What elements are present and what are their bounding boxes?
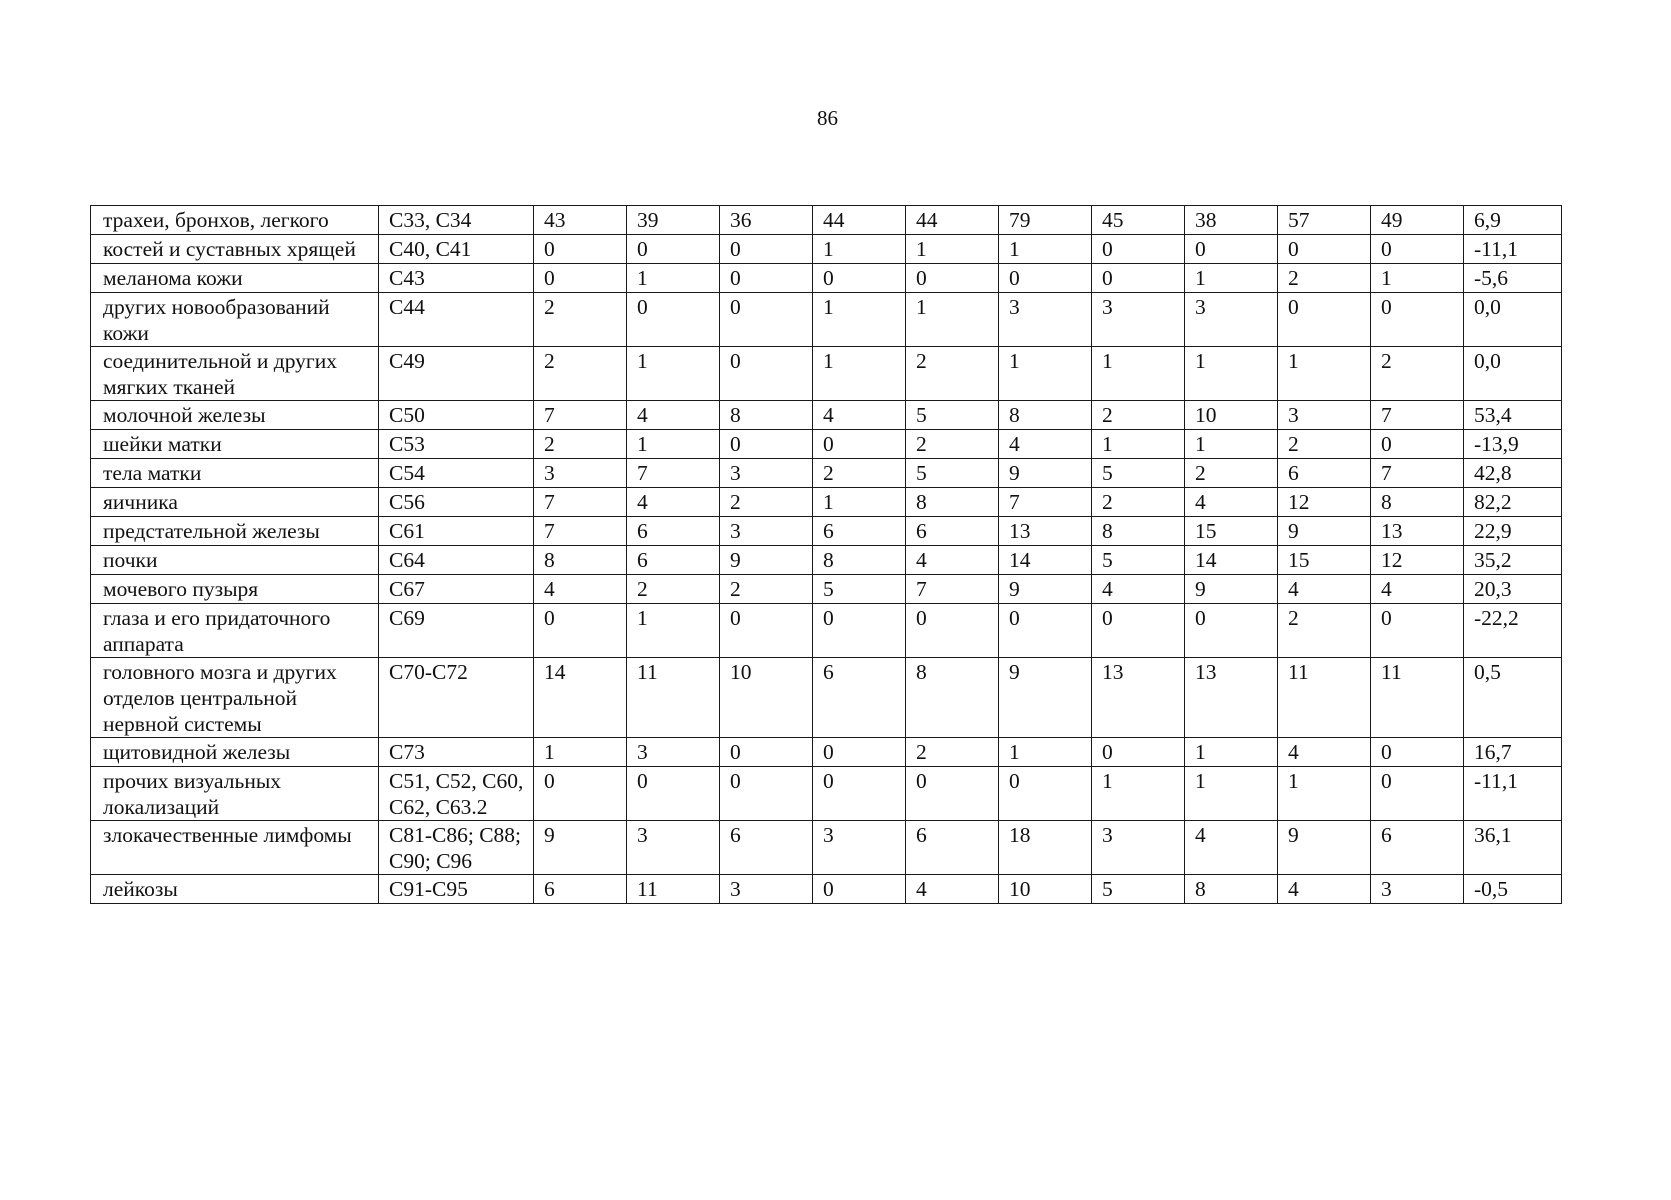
count-cell: 8 <box>1185 875 1278 904</box>
count-cell: 6 <box>906 517 999 546</box>
table-row <box>91 401 1562 430</box>
count-cell: 1 <box>1371 264 1464 293</box>
count-cell: 5 <box>906 401 999 430</box>
count-cell: 1 <box>1185 430 1278 459</box>
count-cell: 5 <box>1092 546 1185 575</box>
table-row <box>91 459 1562 488</box>
count-cell: 38 <box>1185 206 1278 235</box>
count-cell: 7 <box>534 517 627 546</box>
table-row <box>91 430 1562 459</box>
count-cell: 7 <box>906 575 999 604</box>
count-cell: 9 <box>534 821 627 875</box>
icd-code-cell: С53 <box>379 430 534 459</box>
count-cell: 2 <box>1371 347 1464 401</box>
site-cell: костей и суставных хрящей <box>91 235 379 264</box>
count-cell: 7 <box>534 488 627 517</box>
count-cell: 9 <box>999 658 1092 738</box>
count-cell: 0 <box>1371 604 1464 658</box>
icd-code-cell: С49 <box>379 347 534 401</box>
count-cell: 1 <box>1092 347 1185 401</box>
count-cell: 8 <box>906 658 999 738</box>
count-cell: 10 <box>720 658 813 738</box>
site-cell: других новообразований кожи <box>91 293 379 347</box>
count-cell: 0 <box>1092 738 1185 767</box>
count-cell: 2 <box>1278 604 1371 658</box>
count-cell: 2 <box>1278 264 1371 293</box>
icd-code-cell: С33, С34 <box>379 206 534 235</box>
site-cell: молочной железы <box>91 401 379 430</box>
change-cell: -11,1 <box>1464 767 1562 821</box>
table-row <box>91 264 1562 293</box>
count-cell: 2 <box>720 488 813 517</box>
count-cell: 11 <box>627 658 720 738</box>
count-cell: 1 <box>1092 767 1185 821</box>
count-cell: 4 <box>1092 575 1185 604</box>
count-cell: 39 <box>627 206 720 235</box>
count-cell: 2 <box>906 738 999 767</box>
count-cell: 1 <box>534 738 627 767</box>
count-cell: 4 <box>906 546 999 575</box>
count-cell: 3 <box>627 738 720 767</box>
count-cell: 1 <box>1278 347 1371 401</box>
site-cell: глаза и его придаточного аппарата <box>91 604 379 658</box>
table-row <box>91 658 1562 738</box>
icd-code-cell: С40, С41 <box>379 235 534 264</box>
count-cell: 44 <box>813 206 906 235</box>
count-cell: 4 <box>1371 575 1464 604</box>
count-cell: 13 <box>1185 658 1278 738</box>
count-cell: 1 <box>906 235 999 264</box>
table-row <box>91 347 1562 401</box>
count-cell: 3 <box>1092 293 1185 347</box>
count-cell: 0 <box>627 293 720 347</box>
count-cell: 0 <box>720 293 813 347</box>
count-cell: 1 <box>999 347 1092 401</box>
count-cell: 0 <box>627 767 720 821</box>
count-cell: 0 <box>813 738 906 767</box>
count-cell: 3 <box>1185 293 1278 347</box>
count-cell: 9 <box>999 459 1092 488</box>
count-cell: 10 <box>999 875 1092 904</box>
change-cell: 0,5 <box>1464 658 1562 738</box>
count-cell: 1 <box>627 347 720 401</box>
change-cell: -5,6 <box>1464 264 1562 293</box>
count-cell: 4 <box>1278 875 1371 904</box>
count-cell: 3 <box>720 459 813 488</box>
icd-code-cell: С50 <box>379 401 534 430</box>
table-row <box>91 488 1562 517</box>
icd-code-cell: С51, С52, С60, С62, С63.2 <box>379 767 534 821</box>
count-cell: 6 <box>1371 821 1464 875</box>
count-cell: 2 <box>906 430 999 459</box>
count-cell: 1 <box>627 604 720 658</box>
icd-code-cell: С56 <box>379 488 534 517</box>
site-cell: яичника <box>91 488 379 517</box>
count-cell: 6 <box>813 517 906 546</box>
change-cell: 6,9 <box>1464 206 1562 235</box>
count-cell: 11 <box>627 875 720 904</box>
count-cell: 1 <box>813 293 906 347</box>
count-cell: 3 <box>627 821 720 875</box>
count-cell: 2 <box>1185 459 1278 488</box>
change-cell: 20,3 <box>1464 575 1562 604</box>
count-cell: 1 <box>813 347 906 401</box>
count-cell: 12 <box>1371 546 1464 575</box>
count-cell: 9 <box>999 575 1092 604</box>
count-cell: 0 <box>1185 235 1278 264</box>
count-cell: 0 <box>813 264 906 293</box>
count-cell: 8 <box>813 546 906 575</box>
icd-code-cell: С54 <box>379 459 534 488</box>
table-row <box>91 821 1562 875</box>
count-cell: 2 <box>534 293 627 347</box>
site-cell: тела матки <box>91 459 379 488</box>
count-cell: 3 <box>1278 401 1371 430</box>
count-cell: 7 <box>1371 401 1464 430</box>
count-cell: 13 <box>1092 658 1185 738</box>
count-cell: 0 <box>1092 235 1185 264</box>
count-cell: 2 <box>534 347 627 401</box>
count-cell: 0 <box>906 264 999 293</box>
count-cell: 2 <box>627 575 720 604</box>
count-cell: 7 <box>627 459 720 488</box>
count-cell: 5 <box>813 575 906 604</box>
site-cell: шейки матки <box>91 430 379 459</box>
count-cell: 8 <box>999 401 1092 430</box>
count-cell: 7 <box>1371 459 1464 488</box>
count-cell: 0 <box>1278 293 1371 347</box>
count-cell: 9 <box>1278 821 1371 875</box>
site-cell: меланома кожи <box>91 264 379 293</box>
count-cell: 2 <box>534 430 627 459</box>
count-cell: 0 <box>1371 738 1464 767</box>
count-cell: 6 <box>1278 459 1371 488</box>
count-cell: 14 <box>999 546 1092 575</box>
icd-code-cell: С73 <box>379 738 534 767</box>
count-cell: 0 <box>1092 604 1185 658</box>
count-cell: 0 <box>1092 264 1185 293</box>
count-cell: 3 <box>999 293 1092 347</box>
table-row <box>91 767 1562 821</box>
count-cell: 11 <box>1278 658 1371 738</box>
count-cell: 8 <box>534 546 627 575</box>
count-cell: 9 <box>1278 517 1371 546</box>
change-cell: 53,4 <box>1464 401 1562 430</box>
count-cell: 0 <box>627 235 720 264</box>
site-cell: соединительной и других мягких тканей <box>91 347 379 401</box>
icd-code-cell: С64 <box>379 546 534 575</box>
site-cell: трахеи, бронхов, легкого <box>91 206 379 235</box>
count-cell: 6 <box>627 546 720 575</box>
change-cell: -11,1 <box>1464 235 1562 264</box>
count-cell: 7 <box>534 401 627 430</box>
count-cell: 13 <box>1371 517 1464 546</box>
count-cell: 13 <box>999 517 1092 546</box>
count-cell: 3 <box>813 821 906 875</box>
count-cell: 0 <box>534 767 627 821</box>
count-cell: 0 <box>1371 767 1464 821</box>
count-cell: 0 <box>1371 430 1464 459</box>
count-cell: 0 <box>813 604 906 658</box>
count-cell: 8 <box>720 401 813 430</box>
change-cell: -22,2 <box>1464 604 1562 658</box>
change-cell: -13,9 <box>1464 430 1562 459</box>
count-cell: 0 <box>813 767 906 821</box>
count-cell: 0 <box>999 264 1092 293</box>
count-cell: 2 <box>813 459 906 488</box>
count-cell: 49 <box>1371 206 1464 235</box>
table-row <box>91 738 1562 767</box>
icd-code-cell: С81-С86; С88; С90; С96 <box>379 821 534 875</box>
count-cell: 0 <box>720 235 813 264</box>
site-cell: предстательной железы <box>91 517 379 546</box>
count-cell: 1 <box>813 488 906 517</box>
count-cell: 11 <box>1371 658 1464 738</box>
count-cell: 45 <box>1092 206 1185 235</box>
count-cell: 0 <box>534 604 627 658</box>
count-cell: 36 <box>720 206 813 235</box>
count-cell: 79 <box>999 206 1092 235</box>
change-cell: 22,9 <box>1464 517 1562 546</box>
count-cell: 6 <box>813 658 906 738</box>
change-cell: 42,8 <box>1464 459 1562 488</box>
count-cell: 1 <box>906 293 999 347</box>
count-cell: 1 <box>1185 264 1278 293</box>
count-cell: 0 <box>1371 293 1464 347</box>
count-cell: 1 <box>813 235 906 264</box>
count-cell: 5 <box>906 459 999 488</box>
count-cell: 1 <box>1185 767 1278 821</box>
change-cell: 0,0 <box>1464 347 1562 401</box>
site-cell: злокачественные лимфомы <box>91 821 379 875</box>
count-cell: 14 <box>1185 546 1278 575</box>
icd-code-cell: С44 <box>379 293 534 347</box>
count-cell: 1 <box>999 738 1092 767</box>
count-cell: 15 <box>1278 546 1371 575</box>
count-cell: 1 <box>627 264 720 293</box>
count-cell: 9 <box>1185 575 1278 604</box>
table-row <box>91 604 1562 658</box>
site-cell: головного мозга и других отделов центральной нервной системы <box>91 658 379 738</box>
count-cell: 2 <box>906 347 999 401</box>
count-cell: 18 <box>999 821 1092 875</box>
change-cell: 82,2 <box>1464 488 1562 517</box>
change-cell: 16,7 <box>1464 738 1562 767</box>
count-cell: 0 <box>999 604 1092 658</box>
count-cell: 8 <box>906 488 999 517</box>
count-cell: 43 <box>534 206 627 235</box>
count-cell: 1 <box>627 430 720 459</box>
count-cell: 0 <box>720 604 813 658</box>
table-row <box>91 206 1562 235</box>
count-cell: 2 <box>1092 401 1185 430</box>
count-cell: 3 <box>720 517 813 546</box>
count-cell: 0 <box>720 347 813 401</box>
count-cell: 15 <box>1185 517 1278 546</box>
count-cell: 44 <box>906 206 999 235</box>
count-cell: 0 <box>720 767 813 821</box>
count-cell: 3 <box>534 459 627 488</box>
count-cell: 3 <box>1092 821 1185 875</box>
table-row <box>91 517 1562 546</box>
site-cell: прочих визуальных локализаций <box>91 767 379 821</box>
count-cell: 5 <box>1092 875 1185 904</box>
table-row <box>91 235 1562 264</box>
count-cell: 5 <box>1092 459 1185 488</box>
count-cell: 0 <box>906 767 999 821</box>
count-cell: 1 <box>1185 347 1278 401</box>
count-cell: 0 <box>720 430 813 459</box>
count-cell: 0 <box>720 738 813 767</box>
count-cell: 4 <box>1278 575 1371 604</box>
count-cell: 3 <box>720 875 813 904</box>
count-cell: 3 <box>1371 875 1464 904</box>
count-cell: 0 <box>1278 235 1371 264</box>
count-cell: 4 <box>1278 738 1371 767</box>
count-cell: 1 <box>1092 430 1185 459</box>
count-cell: 0 <box>906 604 999 658</box>
count-cell: 0 <box>534 264 627 293</box>
count-cell: 0 <box>1185 604 1278 658</box>
count-cell: 4 <box>906 875 999 904</box>
page-number: 86 <box>817 106 838 130</box>
site-cell: щитовидной железы <box>91 738 379 767</box>
count-cell: 0 <box>813 430 906 459</box>
icd-code-cell: С69 <box>379 604 534 658</box>
site-cell: лейкозы <box>91 875 379 904</box>
change-cell: 35,2 <box>1464 546 1562 575</box>
icd-code-cell: С70-С72 <box>379 658 534 738</box>
count-cell: 4 <box>1185 488 1278 517</box>
table-row <box>91 575 1562 604</box>
table-row <box>91 293 1562 347</box>
icd-code-cell: С43 <box>379 264 534 293</box>
count-cell: 10 <box>1185 401 1278 430</box>
count-cell: 2 <box>1092 488 1185 517</box>
count-cell: 4 <box>1185 821 1278 875</box>
count-cell: 6 <box>534 875 627 904</box>
change-cell: 0,0 <box>1464 293 1562 347</box>
count-cell: 6 <box>627 517 720 546</box>
count-cell: 57 <box>1278 206 1371 235</box>
count-cell: 2 <box>720 575 813 604</box>
count-cell: 4 <box>999 430 1092 459</box>
icd-code-cell: С91-С95 <box>379 875 534 904</box>
count-cell: 0 <box>534 235 627 264</box>
icd-code-cell: С61 <box>379 517 534 546</box>
count-cell: 0 <box>1371 235 1464 264</box>
count-cell: 9 <box>720 546 813 575</box>
change-cell: 36,1 <box>1464 821 1562 875</box>
table-row <box>91 546 1562 575</box>
site-cell: почки <box>91 546 379 575</box>
count-cell: 12 <box>1278 488 1371 517</box>
count-cell: 8 <box>1092 517 1185 546</box>
count-cell: 4 <box>627 401 720 430</box>
count-cell: 0 <box>720 264 813 293</box>
count-cell: 1 <box>1278 767 1371 821</box>
table-row <box>91 875 1562 904</box>
count-cell: 2 <box>1278 430 1371 459</box>
icd-code-cell: С67 <box>379 575 534 604</box>
change-cell: -0,5 <box>1464 875 1562 904</box>
count-cell: 4 <box>627 488 720 517</box>
count-cell: 8 <box>1371 488 1464 517</box>
count-cell: 6 <box>906 821 999 875</box>
incidence-table <box>90 205 1562 904</box>
count-cell: 4 <box>813 401 906 430</box>
count-cell: 1 <box>1185 738 1278 767</box>
count-cell: 0 <box>813 875 906 904</box>
count-cell: 4 <box>534 575 627 604</box>
count-cell: 0 <box>999 767 1092 821</box>
count-cell: 7 <box>999 488 1092 517</box>
site-cell: мочевого пузыря <box>91 575 379 604</box>
count-cell: 1 <box>999 235 1092 264</box>
count-cell: 14 <box>534 658 627 738</box>
table-body <box>91 206 1562 904</box>
count-cell: 6 <box>720 821 813 875</box>
